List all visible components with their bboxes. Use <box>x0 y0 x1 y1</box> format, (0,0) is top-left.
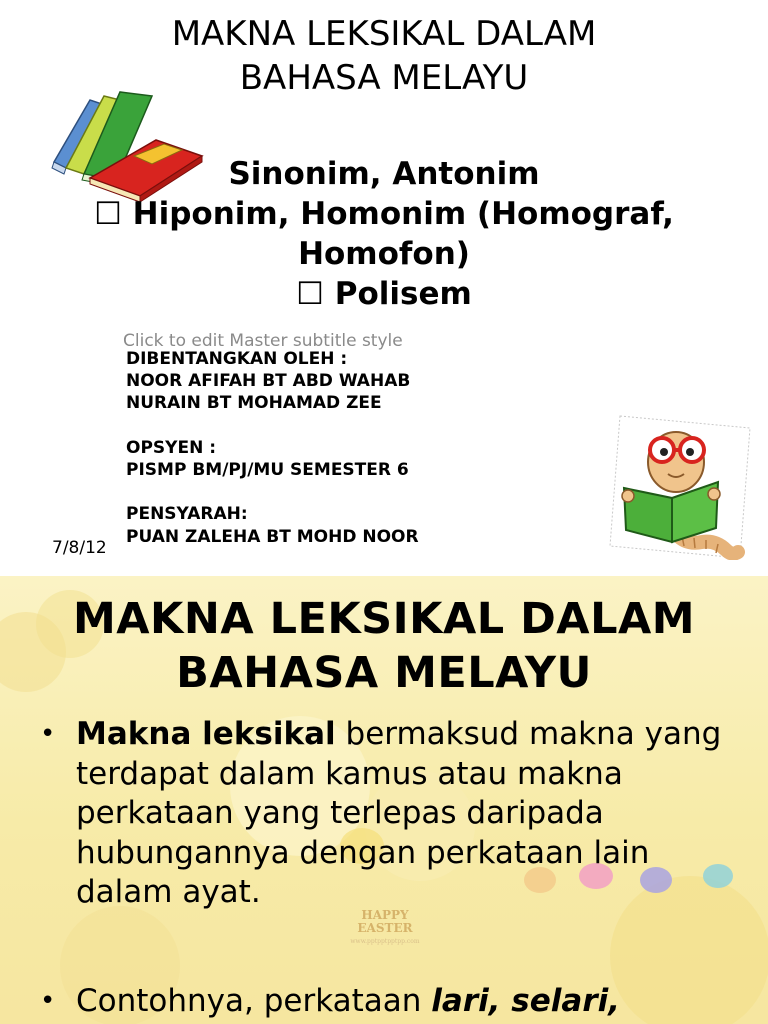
example-words: lari, selari, <box>431 983 621 1019</box>
title-line-1: MAKNA LEKSIKAL DALAM <box>171 14 597 54</box>
example-lead: Contohnya, perkataan <box>76 983 432 1019</box>
watermark-line: HAPPY <box>361 908 409 922</box>
title-line-2: BAHASA MELAYU <box>239 58 529 98</box>
presenter-name: NURAIN BT MOHAMAD ZEE <box>126 393 382 414</box>
topic-item <box>40 154 728 194</box>
option-heading: OPSYEN : <box>126 437 217 458</box>
title-line-2: BAHASA MELAYU <box>176 648 592 698</box>
bullet-dot-icon: • <box>40 719 56 749</box>
topic-list <box>40 154 728 314</box>
topic-label: Homofon) <box>298 236 470 272</box>
definition-text: bermaksud makna yang terdapat dalam kamus atau makna perkataan yang terlepas daripada hubungannya dengan perkataan lain dalam ayat. <box>76 716 722 910</box>
watermark-line: EASTER <box>357 921 413 935</box>
watermark-url: www.pptpptpptpp.com <box>350 938 420 945</box>
slide-1-title <box>60 12 708 100</box>
lecturer-heading: PENSYARAH: <box>126 504 248 525</box>
lecturer-name: PUAN ZALEHA BT MOHD NOOR <box>126 526 419 547</box>
checkbox-bullet-icon: ☐ <box>94 196 122 232</box>
topic-label: Sinonim, Antonim <box>228 156 540 192</box>
bullet-text <box>76 982 736 1022</box>
topic-item <box>40 194 728 234</box>
slide-2 <box>0 576 768 1024</box>
topic-label: Polisem <box>334 276 472 312</box>
checkbox-bullet-icon: ☐ <box>296 276 324 312</box>
slide-2-title <box>20 592 748 700</box>
spacer <box>126 415 419 437</box>
spacer <box>126 481 419 503</box>
bookworm-reading-illustration <box>606 410 752 560</box>
term-bold: Makna leksikal <box>76 716 336 752</box>
slide-date: 7/8/12 <box>52 538 107 558</box>
option-value: PISMP BM/PJ/MU SEMESTER 6 <box>126 460 409 480</box>
bullet-dot-icon: • <box>40 986 56 1016</box>
presenter-info <box>126 348 419 548</box>
topic-item <box>40 274 728 314</box>
happy-easter-watermark <box>350 909 420 948</box>
presenters-heading: DIBENTANGKAN OLEH : <box>126 349 348 369</box>
presenter-name: NOOR AFIFAH BT ABD WAHAB <box>126 371 411 392</box>
bullet-text <box>76 715 736 913</box>
topic-label: Hiponim, Homonim (Homograf, <box>132 196 674 232</box>
title-line-1: MAKNA LEKSIKAL DALAM <box>72 594 696 644</box>
topic-item <box>40 234 728 274</box>
subtitle-placeholder[interactable]: Click to edit Master subtitle style <box>123 331 403 351</box>
